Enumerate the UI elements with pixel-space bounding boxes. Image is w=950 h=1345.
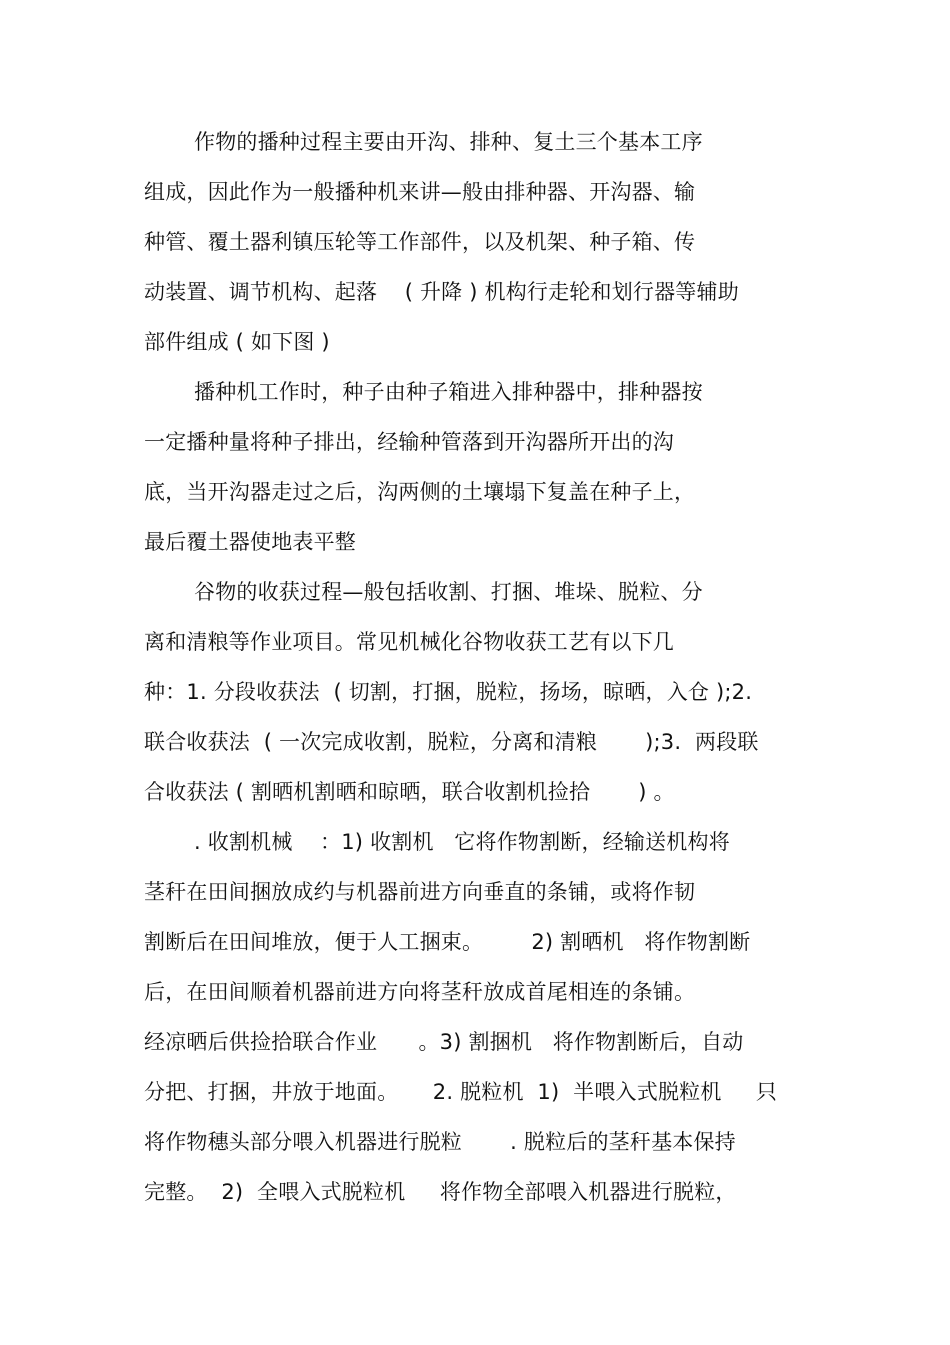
text-line: . 收割机械 ：1) 收割机 它将作物割断，经输送机构将 [194, 830, 730, 854]
text-line: 完整。 2) 全喂入式脱粒机 将作物全部喂入机器进行脱粒， [144, 1180, 737, 1204]
text-line: 后，在田间顺着机器前进方向将茎秆放成首尾相连的条铺。 [144, 980, 696, 1004]
text-line: 种：1. 分段收获法 ( 切割，打捆，脱粒，扬场，晾晒，入仓 );2. [144, 680, 753, 704]
text-line: 动装置、调节机构、起落 ( 升降 ) 机构行走轮和划行器等辅助 [144, 280, 739, 304]
text-line: 茎秆在田间捆放成约与机器前进方向垂直的条铺，或将作韧 [144, 880, 696, 904]
text-line: 播种机工作时，种子由种子箱进入排种器中，排种器按 [194, 380, 703, 404]
text-line: 一定播种量将种子排出，经输种管落到开沟器所开出的沟 [144, 430, 674, 454]
text-line: 种管、覆土器利镇压轮等工作部件，以及机架、种子箱、传 [144, 230, 696, 254]
text-line: 合收获法 ( 割晒机割晒和晾晒，联合收割机捡拾 ) 。 [144, 780, 675, 804]
text-line: 将作物穗头部分喂入机器进行脱粒 . 脱粒后的茎秆基本保持 [144, 1130, 736, 1154]
text-line: 联合收获法 ( 一次完成收割，脱粒，分离和清粮 );3. 两段联 [144, 730, 759, 754]
text-line: 割断后在田间堆放，便于人工捆束。 2) 割晒机 将作物割断 [144, 930, 751, 954]
text-line: 作物的播种过程主要由开沟、排种、复土三个基本工序 [194, 130, 703, 154]
text-line: 部件组成 ( 如下图 ) [144, 330, 330, 354]
text-line: 最后覆土器使地表平整 [144, 530, 356, 554]
text-line: 分把、打捆，井放于地面。 2. 脱粒机 1) 半喂入式脱粒机 只 [144, 1080, 778, 1104]
text-line: 组成，因此作为一般播种机来讲—般由排种器、开沟器、输 [144, 180, 696, 204]
text-line: 经凉晒后供捡拾联合作业 。3) 割捆机 将作物割断后，自动 [144, 1030, 744, 1054]
text-line: 谷物的收获过程—般包括收割、打捆、堆垛、脱粒、分 [194, 580, 703, 604]
text-line: 底，当开沟器走过之后，沟两侧的土壤塌下复盖在种子上， [144, 480, 696, 504]
text-line: 离和清粮等作业项目。常见机械化谷物收获工艺有以下几 [144, 630, 674, 654]
